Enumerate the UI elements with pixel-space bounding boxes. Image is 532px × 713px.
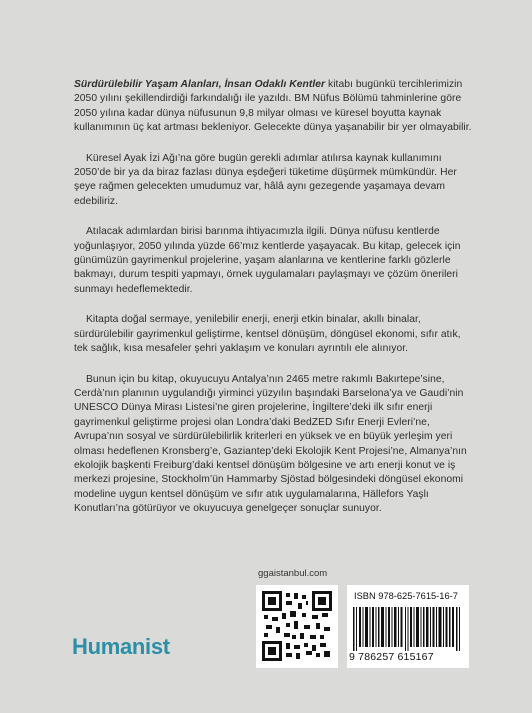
paragraph-4: Kitapta doğal sermaye, yenilebilir enerji, enerji etkin binalar, akıllı binalar, sürdürülebilir gayrimenkul geliştirme, kentsel dönüşüm, döngüsel ekonomi, sıfır atık, tek sağlık, kısa mesafeler şehri yaklaşım ve konuları ayrıntılı ele alınıyor. [74,314,461,355]
qr-code [256,585,338,668]
isbn-barcode-box [347,585,469,668]
qr-code-icon [262,591,332,661]
barcode-digits: 9 786257 615167 [349,651,434,663]
intro-text: kitabı bugünkü tercihlerimizin 2050 yılını şekillendirdiği farkındalığı ile yazıldı. BM Nüfus Bölümü tahminlerine göre 2050 yılına kadar dünya nüfusunun 9,8 milyar olması ve küresel boyutta kaynak kullanımının üç kat artması bekleniyor. Gelecekte dünya yaşanabilir bir yer olmayabilir. [74,79,472,134]
paragraph-5: Bunun için bu kitap, okuyucuyu Antalya’nın 2465 metre rakımlı Bakırtepe’sine, Cerdà’nın planının uygulandığı yirminci yüzyılın başındaki Barselona’ya ve Gaudi’nin UNESCO Dünya Mirası Listesi’ne giren projelerine, İngiltere’deki ilk sıfır enerji gayrimenkul geliştirme projesi olan Londra’daki BedZED Sıfır Enerji Evleri’ne, Avrupa’nın sosyal ve sürdürülebilirlik kriterleri en yüksek ve en büyük yerleşim yeri olması hedeflenen Kronsberg’e, Gaziantep’deki Ekolojik Kent Projesi’ne, Almanya’nın ekolojik başkenti Freiburg’daki kentsel dönüşüm bölgesine ve artı enerji konut ve iş merkezi projesine, Stockholm’ün Hammarby Sjöstad bölgesindeki döngüsel ekonomi modeline uygun kentsel dönüşüm ve sıfır atık uygulamalarına, Hällefors Yaşlı Konutları’na götürüyor ve okuyucuya genelgeçer sonuçlar sunuyor. [74,373,467,515]
paragraph-2: Küresel Ayak İzi Ağı’na göre bugün gerekli adımlar atılırsa kaynak kullanımını 2050’de bir ya da biraz fazlası dünya eşdeğeri tüketime düşürmek mümkündür. Her şeye rağmen gelecekten umudumuz var, hâlâ aynı gezegende yaşamaya devam edebiliriz. [74,152,457,207]
barcode-icon [353,607,463,651]
paragraph-3: Atılacak adımlardan birisi barınma ihtiyacımızla ilgili. Dünya nüfusu kentlerde yoğunlaşıyor, 2050 yılında yüzde 66’mız kentlerde yaşayacak. Bu kitap, gelecek için günümüzün gayrimenkul projelerine, yaşam alanlarına ve kentlerine farklı gözlerle bakmayı, durum tespiti yapmayı, örnek uygulamaları paylaşmayı ve çözüm önerileri sunmayı hedeflemektedir. [74,226,461,295]
website-url: ggaistanbul.com [258,568,328,579]
book-title-italic: Sürdürülebilir Yaşam Alanları, İnsan Odaklı Kentler [74,79,326,90]
blurb-text [74,78,474,533]
isbn-number: ISBN 978-625-7615-16-7 [354,591,458,601]
intro-paragraph [74,78,474,136]
publisher-logo: Humanist [72,634,170,659]
